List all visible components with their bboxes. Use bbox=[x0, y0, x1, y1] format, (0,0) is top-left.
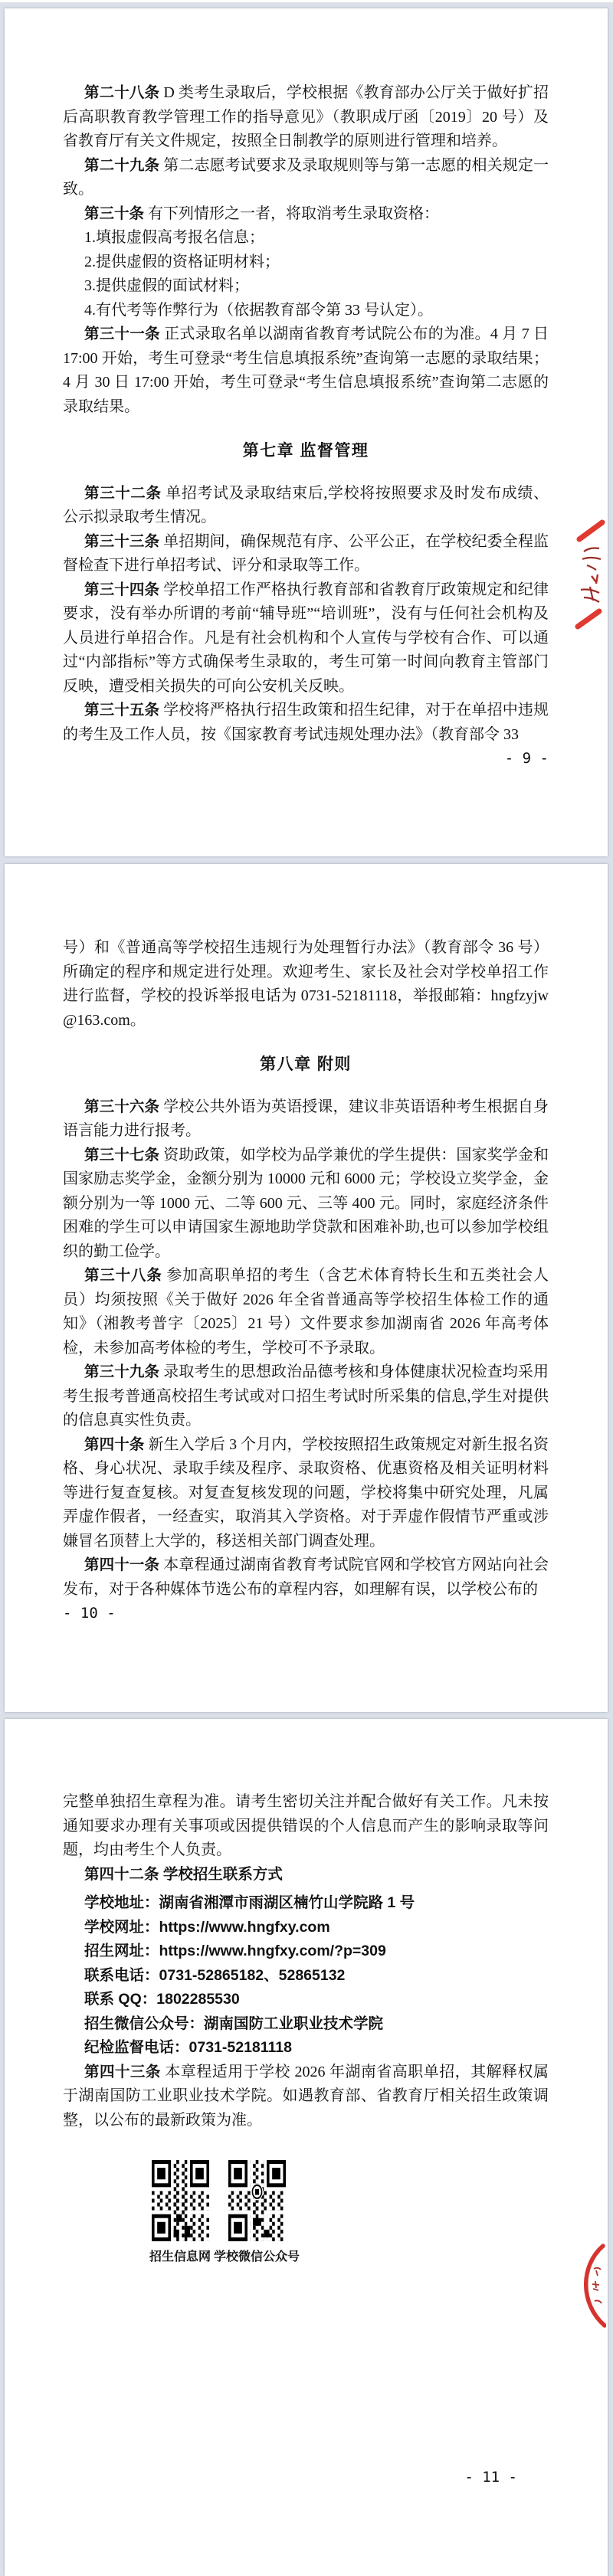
article-35-text: 学校将严格执行招生政策和招生纪律，对于在单招中违规的考生及工作人员，按《国家教育考试违规处理办法》（教育部令 33 bbox=[63, 702, 549, 743]
article-41-text: 本章程通过湖南省教育考试院官网和学校官方网站向社会发布，对于各种媒体节选公布的章程内容，如理解有误，以学校公布的 bbox=[63, 1556, 549, 1598]
page-number: - 9 - bbox=[504, 750, 549, 767]
article-42-paragraph bbox=[63, 1863, 549, 1887]
article-37-text: 资助政策，如学校为品学兼优的学生提供：国家奖学金和国家励志奖学金，金额分别为 10000 元和 6000 元；学校设立奖学金，金额分别为一等 1000 元、二等 600 元、三等 400 元。同时，家庭经济条件困难的学生可以申请国家生源地助学贷款和困难补助,也可以参加学校组织的勤工俭学。 bbox=[63, 1146, 549, 1260]
contact-line-phone: 联系电话：0731-52865182、52865132 bbox=[84, 1966, 346, 1984]
article-42-text: 学校招生联系方式 bbox=[159, 1865, 283, 1883]
qr-item-admissions bbox=[142, 2160, 218, 2264]
article-30-number: 第三十条 bbox=[84, 205, 145, 222]
qr-code-wechat-icon bbox=[228, 2160, 286, 2241]
page-10-content bbox=[63, 936, 549, 1626]
article-30-paragraph bbox=[63, 202, 549, 227]
article-41-paragraph bbox=[63, 1553, 549, 1602]
article-35-continued-paragraph: 号）和《普通高等学校招生违规行为处理暂行办法》（教育部令 36 号）所确定的程序和规定进行处理。欢迎考生、家长及社会对学校单招工作进行监督，学校的投诉举报电话为 0731-52181118，举报邮箱：hngfzyjw@163.com。 bbox=[63, 939, 549, 1029]
list-item-4: 4.有代考等作弊行为（依据教育部令第 33 号认定）。 bbox=[84, 301, 433, 319]
article-43-text: 本章程适用于学校 2026 年湖南省高职单招，其解释权属于湖南国防工业职业技术学院。如遇教育部、省教育厅相关招生政策调整，以公布的最新政策为准。 bbox=[63, 2063, 549, 2129]
qr-code-row bbox=[142, 2160, 549, 2264]
contact-line-qq: 联系 QQ：1802285530 bbox=[84, 1991, 240, 2008]
article-29-text: 第二志愿考试要求及录取规则等与第一志愿的相关规定一致。 bbox=[63, 156, 549, 198]
contact-line-address: 学校地址：湖南省湘潭市雨湖区楠竹山学院路 1 号 bbox=[84, 1894, 415, 1911]
article-38-paragraph bbox=[63, 1264, 549, 1360]
page-9-content bbox=[63, 81, 549, 771]
article-39-paragraph bbox=[63, 1360, 549, 1433]
qr-code-admissions-site-icon bbox=[152, 2160, 209, 2241]
chapter-7-heading: 第七章 监督管理 bbox=[242, 442, 369, 460]
article-36-number: 第三十六条 bbox=[84, 1098, 160, 1115]
official-seal-fragment bbox=[572, 516, 605, 631]
article-33-text: 单招期间，确保规范有序、公平公正，在学校纪委全程监督检查下进行单招考试、评分和录取等工作。 bbox=[63, 532, 549, 574]
article-41-number: 第四十一条 bbox=[84, 1556, 160, 1573]
article-40-number: 第四十条 bbox=[84, 1435, 145, 1453]
article-28-text: D 类考生录取后，学校根据《教育部办公厅关于做好扩招后高职教育教学管理工作的指导意见》（教职成厅函〔2019〕20 号）及省教育厅有关文件规定，按照全日制教学的原则进行管理和培养。 bbox=[63, 84, 549, 149]
article-28-paragraph bbox=[63, 81, 549, 154]
article-35-paragraph bbox=[63, 699, 549, 747]
document-page-9 bbox=[5, 8, 608, 856]
contact-line-wechat: 招生微信公众号：湖南国防工业职业技术学院 bbox=[84, 2015, 384, 2032]
article-43-paragraph bbox=[63, 2060, 549, 2133]
list-item-2: 2.提供虚假的资格证明材料； bbox=[84, 253, 280, 270]
article-41-continued-paragraph: 完整单独招生章程为准。请考生密切关注并配合做好有关工作。凡未按通知要求办理有关事项或因提供错误的个人信息而产生的影响录取等问题，均由考生个人负责。 bbox=[63, 1793, 549, 1858]
article-34-number: 第三十四条 bbox=[84, 581, 160, 598]
qr-caption-wechat: 学校微信公众号 bbox=[214, 2250, 300, 2263]
article-30-text: 有下列情形之一者，将取消考生录取资格： bbox=[144, 205, 440, 222]
article-38-text: 参加高职单招的考生（含艺术体育特长生和五类社会人员）均须按照《关于做好 2026 年全省普通高等学校招生体检工作的通知》（湘教考普字〔2025〕21 号）文件要求参加湖南省 2026 年高考体检，未参加高考体检的考生，学校可不予录取。 bbox=[63, 1267, 549, 1357]
article-40-paragraph bbox=[63, 1433, 549, 1554]
article-33-number: 第三十三条 bbox=[84, 532, 160, 550]
article-43-number: 第四十三条 bbox=[84, 2063, 161, 2080]
page-number: - 10 - bbox=[63, 1605, 116, 1622]
article-37-paragraph bbox=[63, 1144, 549, 1265]
article-37-number: 第三十七条 bbox=[84, 1146, 160, 1164]
article-28-number: 第二十八条 bbox=[84, 84, 160, 101]
article-31-text: 正式录取名单以湖南省教育考试院公布的为准。4 月 7 日 17:00 开始，考生可登录“考生信息填报系统”查询第一志愿的录取结果；4 月 30 日 17:00 开始，考生可登录“考生信息填报系统”查询第二志愿的录取结果。 bbox=[63, 326, 549, 415]
article-34-text: 学校单招工作严格执行教育部和省教育厅政策规定和纪律要求，没有举办所谓的考前“辅导班”“培训班”，没有与任何社会机构及人员进行单招合作。凡是有社会机构和个人宣传与学校有合作、可以通过“内部指标”等方式确保考生录取的，考生可第一时间向教育主管部门反映，遭受相关损失的可向公安机关反映。 bbox=[63, 581, 549, 695]
article-35-number: 第三十五条 bbox=[84, 702, 160, 718]
chapter-8-heading: 第八章 附则 bbox=[260, 1056, 352, 1073]
page-11-content bbox=[63, 1790, 549, 2264]
article-33-paragraph bbox=[63, 530, 549, 578]
document-page-11 bbox=[5, 1719, 608, 2576]
top-edge-strip bbox=[0, 0, 613, 2]
article-34-paragraph bbox=[63, 578, 549, 699]
contact-line-school-website: 学校网址：https://www.hngfxy.com bbox=[84, 1918, 330, 1936]
article-32-paragraph bbox=[63, 482, 549, 530]
article-31-paragraph bbox=[63, 322, 549, 419]
list-item-3: 3.提供虚假的面试材料； bbox=[84, 277, 249, 294]
article-38-number: 第三十八条 bbox=[84, 1267, 162, 1284]
article-29-paragraph bbox=[63, 154, 549, 202]
article-36-text: 学校公共外语为英语授课，建议非英语语种考生根据自身语言能力进行报考。 bbox=[63, 1098, 549, 1139]
article-29-number: 第二十九条 bbox=[84, 156, 160, 174]
article-32-text: 单招考试及录取结束后,学校将按照要求及时发布成绩、公示拟录取考生情况。 bbox=[63, 484, 549, 525]
official-seal-fragment bbox=[571, 2243, 606, 2329]
page-number: - 11 - bbox=[464, 2469, 517, 2486]
qr-item-wechat bbox=[214, 2160, 300, 2264]
article-32-number: 第三十二条 bbox=[84, 484, 162, 502]
list-item-1: 1.填报虚假高考报名信息； bbox=[84, 229, 264, 246]
article-39-text: 录取考生的思想政治品德考核和身体健康状况检查均采用考生报考普通高校招生考试或对口招生考试时所采集的信息,学生对提供的信息真实性负责。 bbox=[63, 1363, 549, 1429]
article-39-number: 第三十九条 bbox=[84, 1363, 160, 1380]
article-40-text: 新生入学后 3 个月内，学校按照招生政策规定对新生报名资格、身心状况、录取手续及程序、录取资格、优惠资格及相关证明材料等进行复查复核。对复查复核发现的问题，学校将集中研究处理，凡属弄虚作假者，一经查实，取消其入学资格。对于弄虚作假情节严重或涉嫌冒名顶替上大学的，移送相关部门调查处理。 bbox=[63, 1435, 549, 1550]
document-page-10 bbox=[5, 864, 608, 1712]
contact-line-discipline-phone: 纪检监督电话：0731-52181118 bbox=[84, 2039, 292, 2056]
article-36-paragraph bbox=[63, 1095, 549, 1144]
qr-caption-admissions: 招生信息网 bbox=[149, 2250, 211, 2263]
contact-line-admissions-website: 招生网址：https://www.hngfxy.com/?p=309 bbox=[84, 1943, 386, 1959]
article-31-number: 第三十一条 bbox=[84, 326, 160, 342]
article-42-number: 第四十二条 bbox=[84, 1865, 159, 1883]
